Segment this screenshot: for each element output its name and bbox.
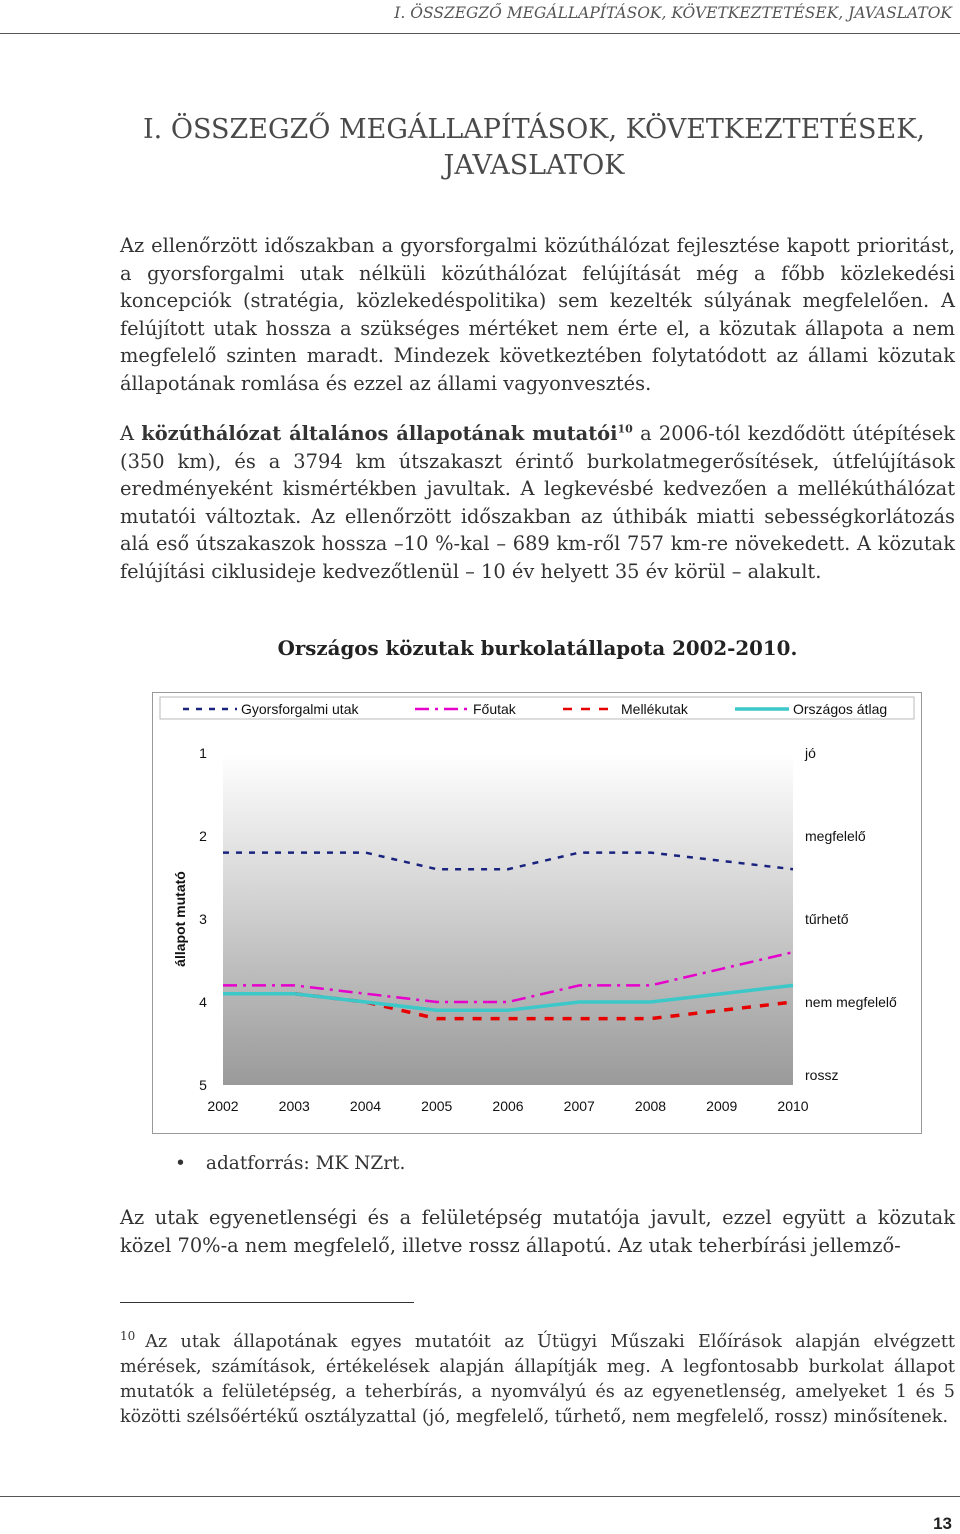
bullet-icon: • <box>175 1153 186 1174</box>
x-tick-label: 2009 <box>706 1098 738 1114</box>
y-tick-label: 5 <box>199 1077 207 1093</box>
source-text: adatforrás: MK NZrt. <box>205 1153 406 1174</box>
condition-category-label: tűrhető <box>805 911 849 927</box>
running-header: I. ÖSSZEGZŐ MEGÁLLAPÍTÁSOK, KÖVETKEZTETÉSEK, JAVASLATOK <box>394 4 952 22</box>
y-tick-label: 1 <box>199 745 207 761</box>
page-number: 13 <box>933 1514 952 1533</box>
x-tick-label: 2005 <box>421 1098 453 1114</box>
plot-area <box>223 753 793 1085</box>
y-axis-label: állapot mutató <box>172 871 188 967</box>
condition-category-label: rossz <box>805 1067 839 1083</box>
chapter-title: I. ÖSSZEGZŐ MEGÁLLAPÍTÁSOK, KÖVETKEZTETÉSEK, JAVASLATOK <box>143 114 925 181</box>
footnote-text: Az utak állapotának egyes mutatóit az Útügyi Műszaki Előírások alapján elvégzett mérések, számítások, értékelések alapján állapítják meg. A legfontosabb burkolat állapot mutatók a felületépség, a teherbírás, a nyomvályú és az egyenetlenség, amelyeket 1 és 5 közötti szélsőértékű osztályzattal (jó, megfelelő, tűrhető, nem megfelelő, rossz) minősítenek. <box>120 1332 955 1427</box>
paragraph-2 <box>120 420 955 585</box>
footnote-number: 10 <box>120 1329 136 1344</box>
condition-category-label: nem megfelelő <box>805 994 897 1010</box>
pavement-condition-chart <box>153 693 921 1133</box>
legend-label: Gyorsforgalmi utak <box>241 701 359 717</box>
footer-rule <box>0 1496 960 1497</box>
chart-container <box>152 692 922 1134</box>
condition-category-label: jó <box>805 745 816 761</box>
x-tick-label: 2008 <box>634 1098 667 1114</box>
footnote <box>120 1330 955 1430</box>
paragraph-2-lead: A <box>120 422 142 445</box>
footnote-reference[interactable]: 10 <box>617 422 633 436</box>
paragraph-2-bold: közúthálózat általános állapotának mutatói <box>141 422 618 445</box>
legend-label: Országos átlag <box>793 701 888 717</box>
legend-label: Főutak <box>473 701 516 717</box>
header-rule <box>0 33 960 34</box>
source-note <box>175 1153 405 1174</box>
paragraph-2-rest: a 2006-tól kezdődött útépítések (350 km), és a 3794 km útszakaszt érintő burkolatmegerősítések, útfelújítások eredményeként kismértékben javultak. A legkevésbé kedvezően a mellékúthálózat mutatói változtak. Az ellenőrzött időszakban az úthibák miatti sebességkorlátozás alá eső útszakaszok hossza –10 %-kal – 689 km-ről 757 km-re növekedett. A közutak felújítási ciklusideje kedvezőtlenül – 10 év helyett 35 év körül – alakult. <box>120 422 956 583</box>
footnote-separator <box>120 1302 414 1303</box>
x-tick-label: 2006 <box>492 1098 524 1114</box>
paragraph-3: Az utak egyenetlenségi és a felületépség mutatója javult, ezzel együtt a közutak közel 70%-a nem megfelelő, illetve rossz állapotú. Az utak teherbírási jellemző- <box>120 1206 955 1257</box>
y-tick-label: 4 <box>199 994 207 1010</box>
condition-category-label: megfelelő <box>805 828 866 844</box>
x-tick-label: 2003 <box>278 1098 310 1114</box>
x-tick-label: 2004 <box>349 1098 382 1114</box>
chart-title: Országos közutak burkolatállapota 2002-2010. <box>277 636 798 660</box>
paragraph-1: Az ellenőrzött időszakban a gyorsforgalmi közúthálózat fejlesztése kapott prioritást, a gyorsforgalmi utak nélküli közúthálózat felújítását még a főbb közlekedési koncepciók (stratégia, közlekedéspolitika) sem kezelték súlyának megfelelően. A felújított utak hossza a szükséges mértéket nem érte el, a közutak állapota a nem megfelelő szinten maradt. Mindezek következtében folytatódott az állami közutak állapotának romlása és ezzel az állami vagyonvesztés. <box>120 234 955 395</box>
y-tick-label: 3 <box>199 911 207 927</box>
x-tick-label: 2002 <box>207 1098 239 1114</box>
x-tick-label: 2007 <box>563 1098 595 1114</box>
legend-label: Mellékutak <box>621 701 688 717</box>
x-tick-label: 2010 <box>777 1098 809 1114</box>
y-tick-label: 2 <box>199 828 207 844</box>
